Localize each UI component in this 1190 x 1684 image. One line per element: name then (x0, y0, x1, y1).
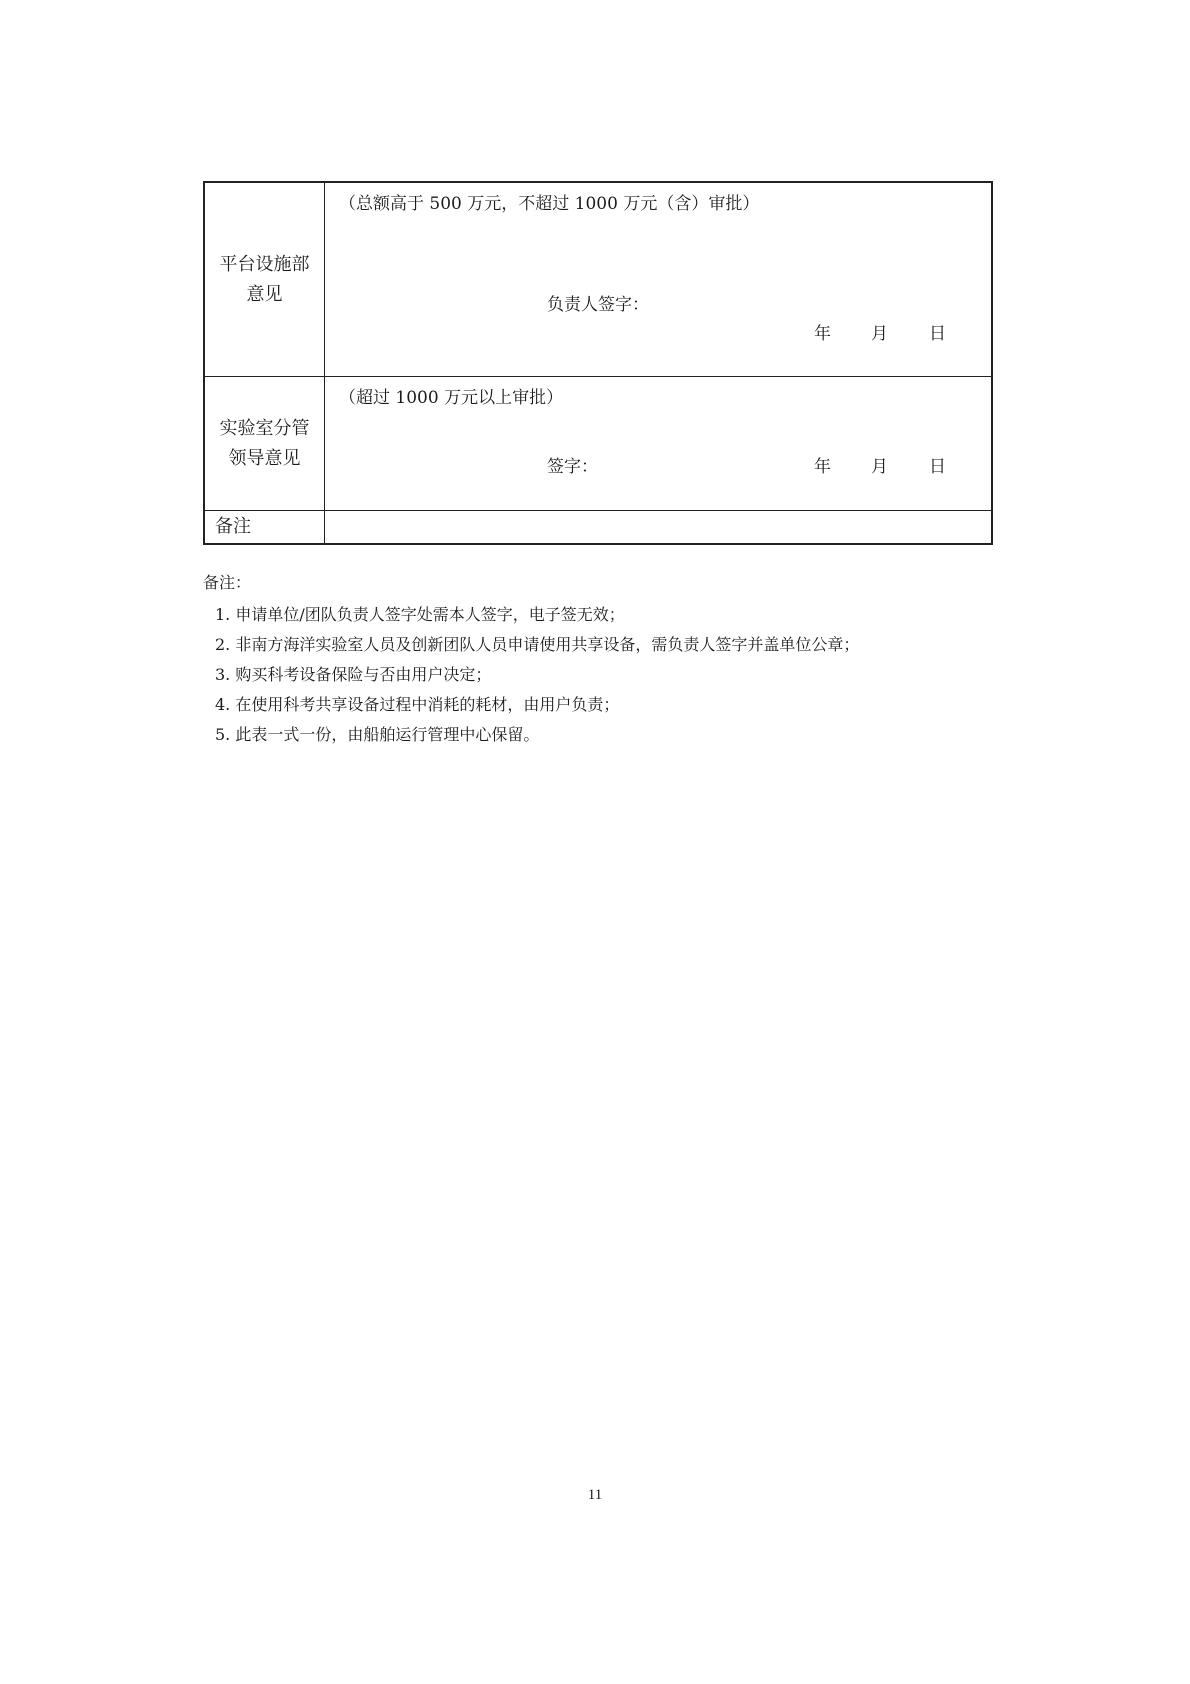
platform-dept-label-line2: 意见 (246, 283, 283, 305)
note-item: 4. 在使用科考共享设备过程中消耗的耗材，由用户负责； (215, 695, 620, 714)
notes-section (203, 568, 859, 750)
lab-leader-row (205, 377, 991, 511)
lab-leader-label (205, 377, 325, 510)
platform-dept-label-line1: 平台设施部 (219, 253, 310, 275)
remarks-value-cell[interactable] (325, 511, 991, 543)
platform-dept-row (205, 183, 991, 377)
lab-leader-opinion-cell[interactable] (325, 377, 991, 510)
platform-date-month: 月 (871, 324, 888, 344)
platform-approval-condition: （总额高于 500 万元，不超过 1000 万元（含）审批） (339, 194, 760, 214)
lab-leader-label-line2: 领导意见 (228, 447, 301, 469)
lab-leader-label-line1: 实验室分管 (219, 417, 310, 439)
platform-dept-label (205, 183, 325, 376)
leader-date-year: 年 (814, 457, 831, 477)
platform-date-year: 年 (814, 324, 831, 344)
remarks-label: 备注 (205, 511, 325, 543)
remarks-row (205, 511, 991, 543)
note-item: 5. 此表一式一份，由船舶运行管理中心保留。 (215, 725, 540, 744)
note-item: 3. 购买科考设备保险与否由用户决定； (215, 665, 492, 684)
note-item: 1. 申请单位/团队负责人签字处需本人签字，电子签无效； (215, 605, 625, 624)
leader-sign-label: 签字： (547, 457, 598, 477)
leader-approval-condition: （超过 1000 万元以上审批） (339, 388, 564, 408)
page-number: 11 (587, 1487, 603, 1503)
leader-date-month: 月 (871, 457, 888, 477)
approval-table (203, 181, 993, 545)
note-item: 2. 非南方海洋实验室人员及创新团队人员申请使用共享设备，需负责人签字并盖单位公章； (215, 635, 860, 654)
platform-date-day: 日 (929, 324, 946, 344)
leader-date-day: 日 (929, 457, 946, 477)
platform-dept-opinion-cell[interactable] (325, 183, 991, 376)
notes-title: 备注： (203, 573, 252, 592)
platform-sign-label: 负责人签字： (547, 295, 649, 315)
